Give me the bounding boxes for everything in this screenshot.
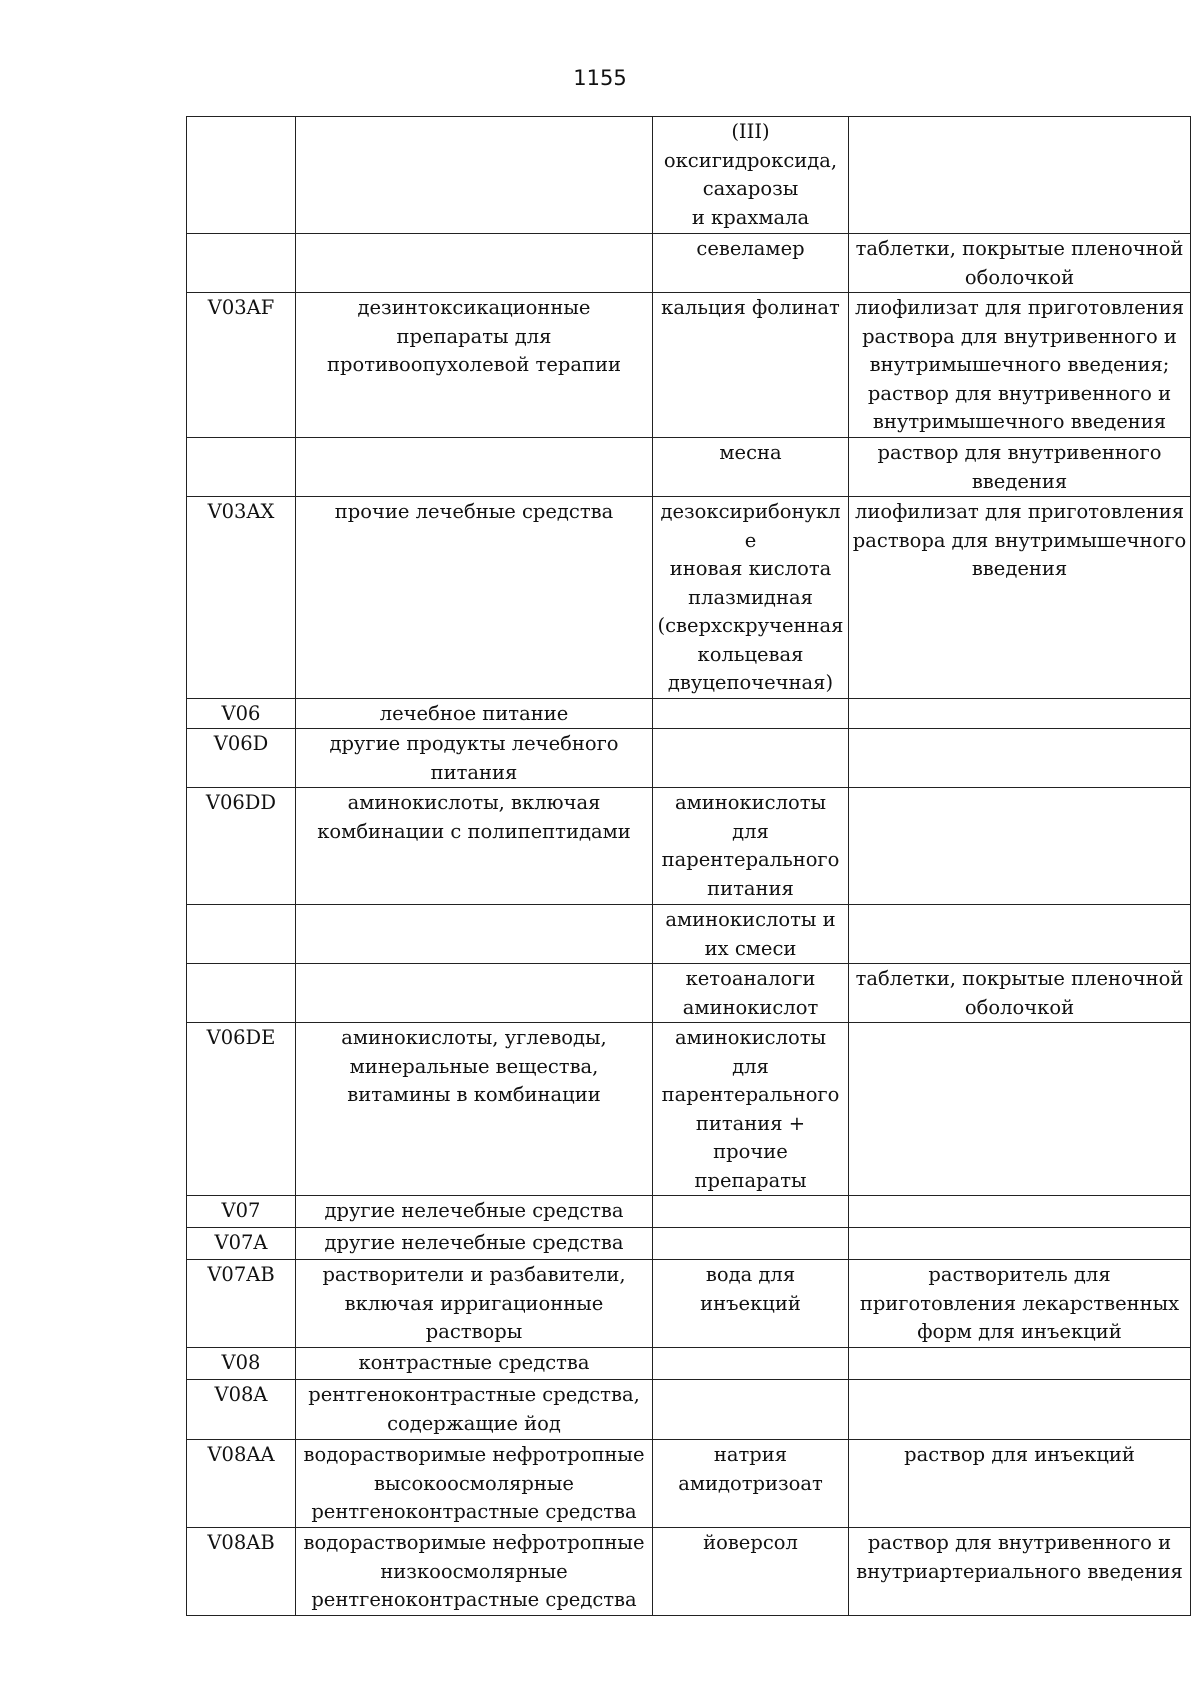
table-row: [187, 729, 1191, 788]
atc-code-cell: [187, 117, 296, 234]
dosage-form-cell: раствор для инъекций: [849, 1440, 1191, 1528]
dosage-form-cell: [849, 788, 1191, 905]
substance-cell: аминокислоты для парентерального питания: [653, 788, 849, 905]
atc-code-cell: V03AX: [187, 497, 296, 699]
table-row: [187, 1348, 1191, 1380]
atc-code-cell: [187, 438, 296, 497]
table-row: [187, 1196, 1191, 1228]
table-row: [187, 788, 1191, 905]
dosage-form-cell: таблетки, покрытые пленочной оболочкой: [849, 234, 1191, 293]
table-row: [187, 1380, 1191, 1440]
dosage-form-cell: [849, 1348, 1191, 1380]
substance-cell: аминокислоты для парентерального питания + прочие препараты: [653, 1023, 849, 1196]
table-row: [187, 1228, 1191, 1260]
group-name-cell: [296, 964, 653, 1023]
dosage-form-cell: таблетки, покрытые пленочной оболочкой: [849, 964, 1191, 1023]
substance-cell: натрия амидотризоат: [653, 1440, 849, 1528]
page-number: 1155: [573, 66, 627, 90]
atc-code-cell: V03AF: [187, 293, 296, 438]
table-row: [187, 905, 1191, 964]
atc-code-cell: V06DD: [187, 788, 296, 905]
dosage-form-cell: [849, 1228, 1191, 1260]
group-name-cell: дезинтоксикационные препараты для противоопухолевой терапии: [296, 293, 653, 438]
atc-code-cell: V08AA: [187, 1440, 296, 1528]
atc-code-cell: V08: [187, 1348, 296, 1380]
table-row: [187, 1023, 1191, 1196]
dosage-form-cell: [849, 905, 1191, 964]
substance-cell: [653, 1380, 849, 1440]
atc-code-cell: V06DE: [187, 1023, 296, 1196]
group-name-cell: водорастворимые нефротропные высокоосмолярные рентгеноконтрастные средства: [296, 1440, 653, 1528]
substance-cell: кальция фолинат: [653, 293, 849, 438]
group-name-cell: контрастные средства: [296, 1348, 653, 1380]
substance-cell: кетоаналоги аминокислот: [653, 964, 849, 1023]
group-name-cell: рентгеноконтрастные средства, содержащие йод: [296, 1380, 653, 1440]
substance-cell: вода для инъекций: [653, 1260, 849, 1348]
substance-cell: [653, 1348, 849, 1380]
atc-code-cell: V06D: [187, 729, 296, 788]
substance-cell: [653, 1228, 849, 1260]
dosage-form-cell: [849, 1023, 1191, 1196]
table-row: [187, 1260, 1191, 1348]
atc-code-cell: V07: [187, 1196, 296, 1228]
group-name-cell: водорастворимые нефротропные низкоосмолярные рентгеноконтрастные средства: [296, 1528, 653, 1616]
table-row: [187, 438, 1191, 497]
substance-cell: аминокислоты и их смеси: [653, 905, 849, 964]
group-name-cell: аминокислоты, углеводы, минеральные вещества, витамины в комбинации: [296, 1023, 653, 1196]
table-body: [187, 117, 1191, 1616]
dosage-form-cell: раствор для внутривенного введения: [849, 438, 1191, 497]
substance-cell: йоверсол: [653, 1528, 849, 1616]
table-row: [187, 698, 1191, 729]
dosage-form-cell: [849, 729, 1191, 788]
substance-cell: дезоксирибонукле иновая кислота плазмидная (сверхскрученная кольцевая двуцепочечная): [653, 497, 849, 699]
atc-code-cell: [187, 234, 296, 293]
dosage-form-cell: лиофилизат для приготовления раствора для внутримышечного введения: [849, 497, 1191, 699]
atc-code-cell: V06: [187, 698, 296, 729]
group-name-cell: другие нелечебные средства: [296, 1228, 653, 1260]
table-row: [187, 234, 1191, 293]
dosage-form-cell: [849, 698, 1191, 729]
group-name-cell: [296, 438, 653, 497]
table-row: [187, 117, 1191, 234]
drug-classification-table: [186, 116, 1191, 1616]
group-name-cell: другие нелечебные средства: [296, 1196, 653, 1228]
atc-code-cell: V08A: [187, 1380, 296, 1440]
table-row: [187, 964, 1191, 1023]
table-row: [187, 497, 1191, 699]
dosage-form-cell: лиофилизат для приготовления раствора для внутривенного и внутримышечного введения; раствор для внутривенного и внутримышечного введения: [849, 293, 1191, 438]
group-name-cell: [296, 117, 653, 234]
dosage-form-cell: [849, 1196, 1191, 1228]
table-row: [187, 1440, 1191, 1528]
group-name-cell: другие продукты лечебного питания: [296, 729, 653, 788]
table-row: [187, 1528, 1191, 1616]
group-name-cell: аминокислоты, включая комбинации с полипептидами: [296, 788, 653, 905]
substance-cell: (III) оксигидроксида, сахарозы и крахмала: [653, 117, 849, 234]
atc-code-cell: [187, 964, 296, 1023]
table-row: [187, 293, 1191, 438]
group-name-cell: лечебное питание: [296, 698, 653, 729]
group-name-cell: растворители и разбавители, включая ирригационные растворы: [296, 1260, 653, 1348]
group-name-cell: прочие лечебные средства: [296, 497, 653, 699]
substance-cell: месна: [653, 438, 849, 497]
dosage-form-cell: [849, 1380, 1191, 1440]
substance-cell: [653, 1196, 849, 1228]
dosage-form-cell: раствор для внутривенного и внутриартериального введения: [849, 1528, 1191, 1616]
atc-code-cell: [187, 905, 296, 964]
group-name-cell: [296, 234, 653, 293]
atc-code-cell: V07A: [187, 1228, 296, 1260]
dosage-form-cell: [849, 117, 1191, 234]
substance-cell: [653, 698, 849, 729]
substance-cell: [653, 729, 849, 788]
dosage-form-cell: растворитель для приготовления лекарственных форм для инъекций: [849, 1260, 1191, 1348]
atc-code-cell: V08AB: [187, 1528, 296, 1616]
group-name-cell: [296, 905, 653, 964]
atc-code-cell: V07AB: [187, 1260, 296, 1348]
substance-cell: севеламер: [653, 234, 849, 293]
